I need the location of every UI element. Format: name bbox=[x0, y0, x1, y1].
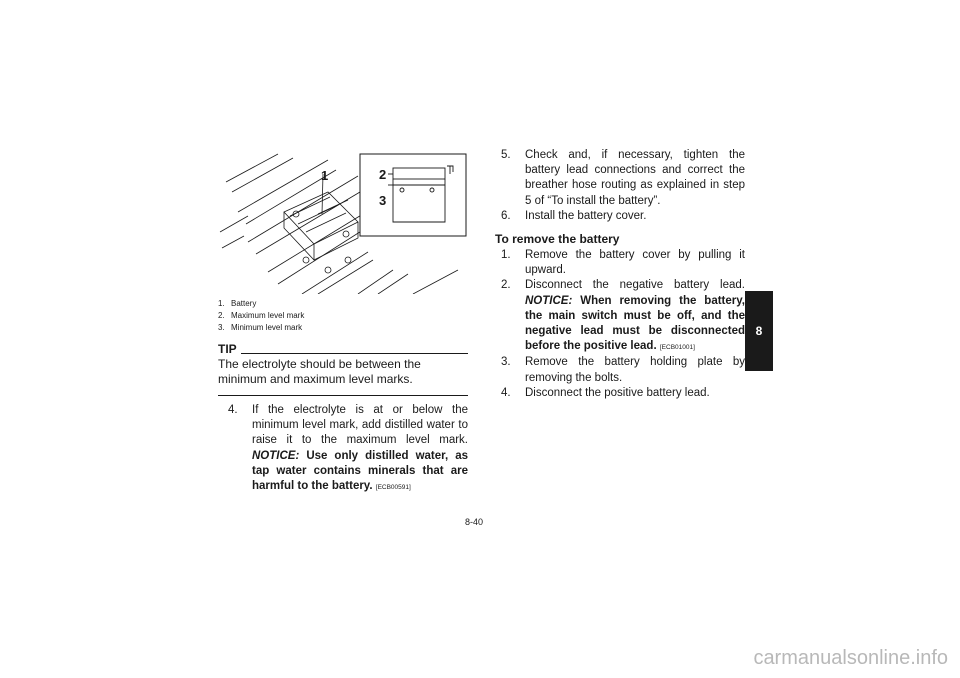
remove-step-2: 2. Disconnect the negative battery lead. NOTICE: When removing the battery, the main switch must be off, and the negative lead must be disconnected before the positive lead. [ECB01001] bbox=[501, 279, 745, 353]
watermark: carmanualsonline.info bbox=[753, 647, 948, 669]
tip-heading: TIP bbox=[218, 342, 468, 356]
tip-divider bbox=[218, 395, 468, 396]
left-column bbox=[218, 152, 468, 495]
remove-step-4: 4. Disconnect the positive battery lead. bbox=[501, 386, 710, 399]
section-heading: To remove the battery bbox=[495, 232, 620, 247]
tip-body: The electrolyte should be between the minimum and maximum level marks. bbox=[218, 357, 421, 386]
legend-item: 3. Minimum level mark bbox=[218, 323, 303, 332]
figure-legend bbox=[218, 298, 468, 334]
battery-drawing bbox=[218, 152, 468, 294]
callout-1: 1 bbox=[321, 168, 329, 183]
legend-item: 2. Maximum level mark bbox=[218, 311, 305, 320]
section-tab: 8 bbox=[745, 291, 773, 371]
reference-code: [ECB01001] bbox=[659, 344, 695, 352]
right-column bbox=[495, 148, 745, 401]
callout-2: 2 bbox=[379, 167, 387, 182]
step-6: 6. Install the battery cover. bbox=[501, 209, 647, 222]
reference-code: [ECB00591] bbox=[375, 484, 411, 492]
battery-illustration bbox=[218, 152, 468, 294]
notice-label: NOTICE: bbox=[252, 449, 300, 462]
notice-label: NOTICE: bbox=[525, 294, 573, 307]
step-5: 5. Check and, if necessary, tighten the battery lead connections and correct the breather hose routing as explained in step 5 of “To install the battery”. bbox=[501, 149, 745, 207]
callout-3: 3 bbox=[379, 193, 387, 208]
remove-step-1: 1. Remove the battery cover by pulling it upward. bbox=[501, 249, 745, 277]
page-number: 8-40 bbox=[465, 517, 484, 527]
legend-item: 1. Battery bbox=[218, 299, 257, 308]
remove-step-3: 3. Remove the battery holding plate by removing the bolts. bbox=[501, 356, 745, 384]
notice-text: Use only distilled water, as tap water contains minerals that are harmful to the battery. bbox=[252, 449, 468, 493]
step-4: 4. If the electrolyte is at or below the minimum level mark, add distilled water to raise it to the maximum level mark. NOTICE: Use only distilled water, as tap water contains minerals that are harmful to the battery. [ECB00591] bbox=[228, 404, 468, 493]
notice-text: When removing the battery, the main switch must be off, and the negative lead must be disconnected before the positive lead. bbox=[525, 294, 745, 353]
